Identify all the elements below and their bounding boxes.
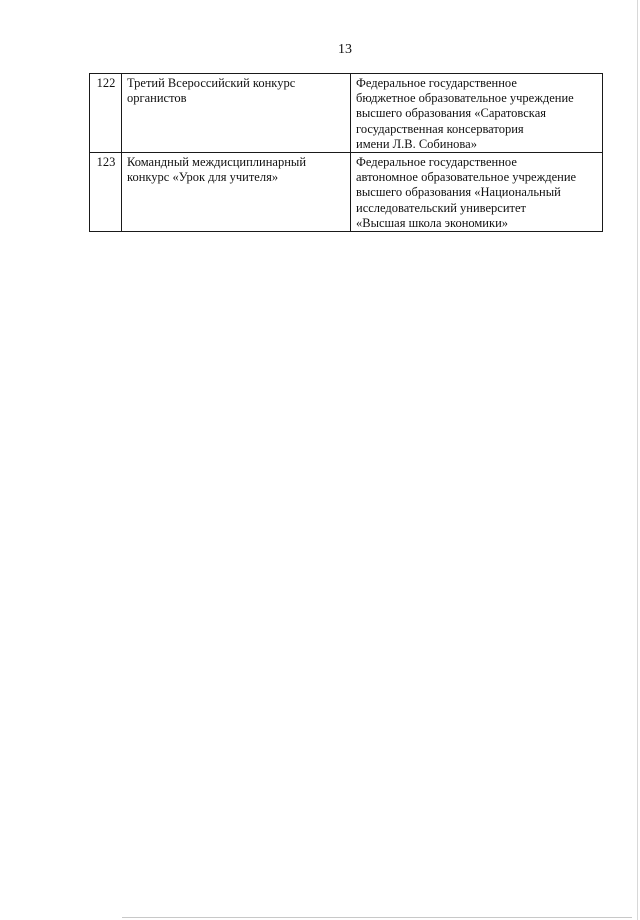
page-number: 13 — [338, 42, 352, 57]
organization-line: автономное образовательное учреждение — [356, 170, 577, 185]
organization-line: бюджетное образовательное учреждение — [356, 91, 574, 106]
contest-name-line: Командный междисциплинарный — [127, 155, 307, 170]
contest-name-line: конкурс «Урок для учителя» — [127, 170, 279, 185]
organization-line: исследовательский университет — [356, 200, 527, 215]
organization-cell — [351, 153, 603, 232]
table-row — [90, 153, 603, 232]
organization-line: «Высшая школа экономики» — [356, 215, 509, 230]
organization-line: Федеральное государственное — [356, 76, 517, 90]
contest-table — [89, 73, 603, 232]
row-number: 122 — [96, 76, 116, 90]
organization-line: государственная консерватория — [356, 121, 524, 136]
organization-line: высшего образования «Национальный — [356, 185, 561, 200]
contest-name-cell — [122, 153, 351, 232]
organization-line: Федеральное государственное — [356, 155, 517, 170]
row-number: 123 — [96, 155, 116, 170]
contest-name-cell — [122, 74, 351, 153]
organization-line: высшего образования «Саратовская — [356, 106, 546, 121]
scan-edge-line — [637, 0, 638, 920]
row-number-cell — [90, 74, 122, 153]
contest-name-line: органистов — [127, 91, 187, 106]
scan-bottom-line — [122, 917, 632, 918]
organization-line: имени Л.В. Собинова» — [356, 136, 477, 151]
table-row — [90, 74, 603, 153]
row-number-cell — [90, 153, 122, 232]
contest-name-line: Третий Всероссийский конкурс — [127, 76, 296, 90]
organization-cell — [351, 74, 603, 153]
